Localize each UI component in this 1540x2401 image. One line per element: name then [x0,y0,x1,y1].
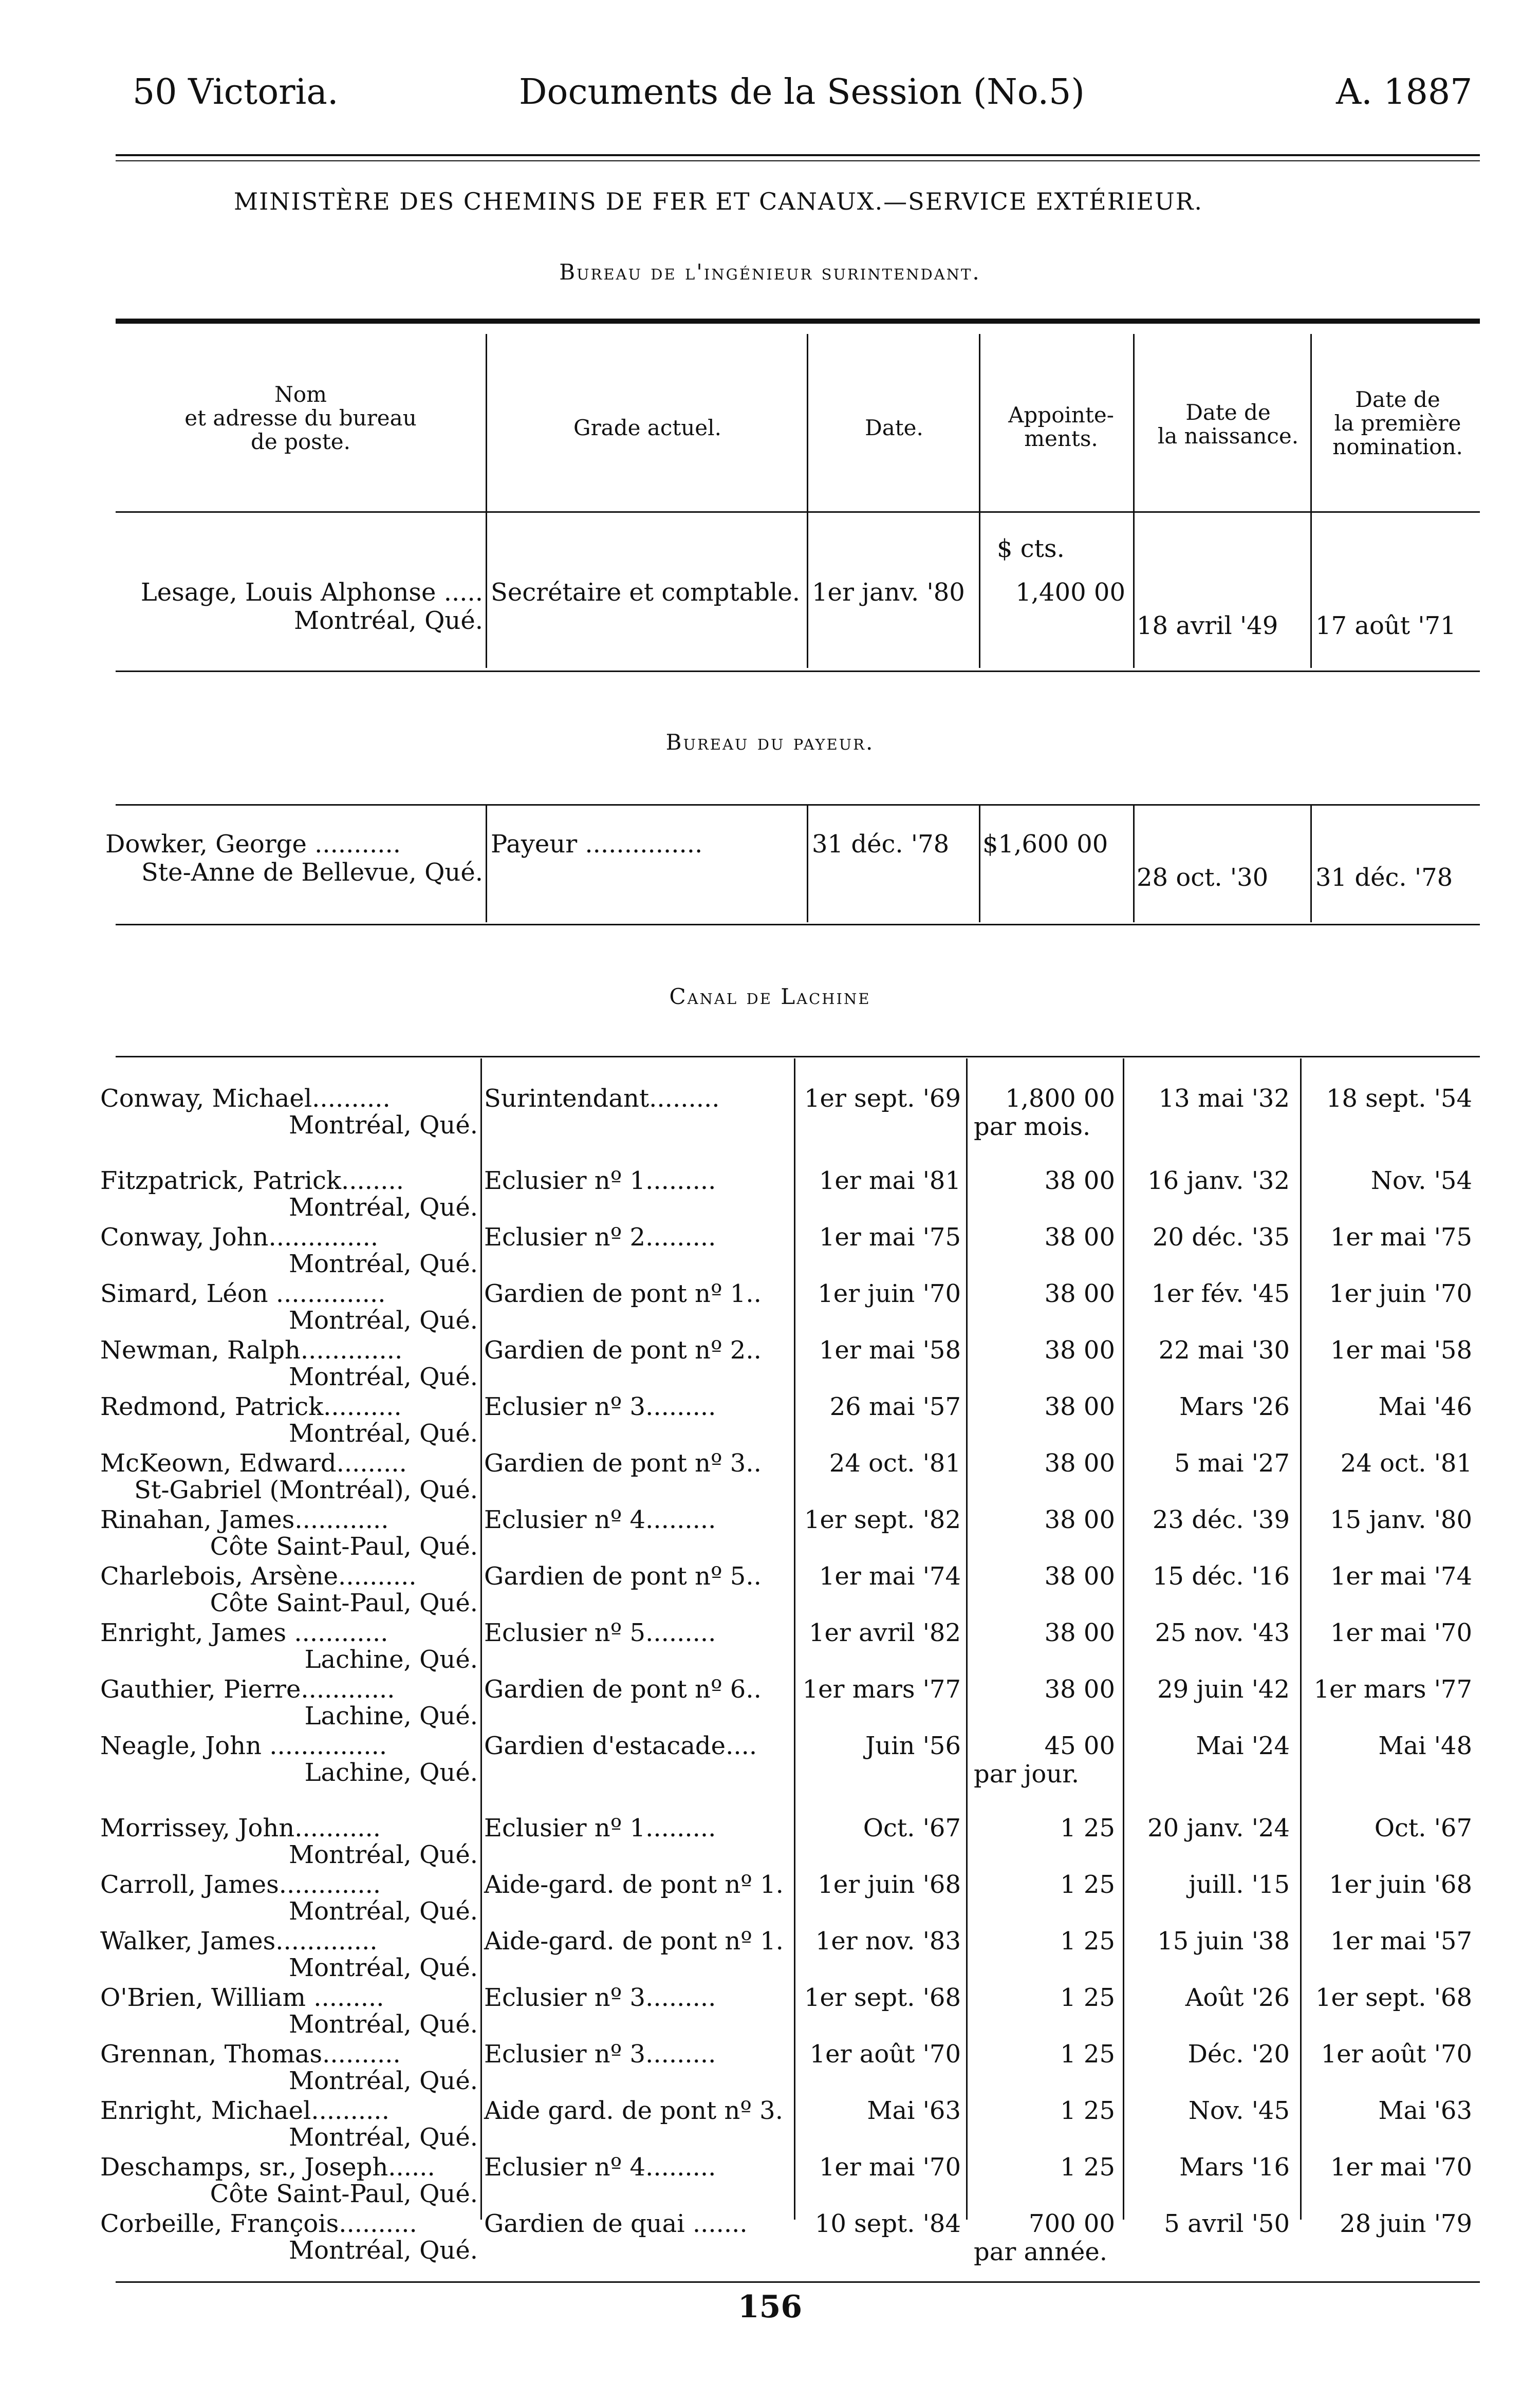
page-title: MINISTÈRE DES CHEMINS DE FER ET CANAUX.—SERVICE EXTÉRIEUR. [234,188,1203,215]
employee-birth: Mai '24 [1196,1732,1290,1760]
employee-salary: 1 25 [1060,1814,1115,1842]
employee-address: Montréal, Qué. [288,1953,478,1982]
employee-salary: 38 00 [1044,1562,1115,1591]
employee-birth: Mars '26 [1179,1392,1290,1421]
employee-name: Simard, Léon .............. [100,1279,386,1308]
employee-salary: $1,600 00 [982,830,1108,859]
employee-date: 1er janv. '80 [812,578,965,607]
employee-grade: Secrétaire et comptable. [491,578,801,607]
employee-grade: Gardien d'estacade.... [484,1732,757,1760]
employee-first-nomination: 1er juin '68 [1329,1870,1472,1899]
employee-address: Montréal, Qué. [288,1897,478,1926]
employee-name: Fitzpatrick, Patrick........ [100,1166,404,1195]
table-top-rule [116,319,1480,324]
employee-birth: 18 avril '49 [1137,611,1278,640]
header-left: 50 Victoria. [133,72,339,113]
employee-date: 1er sept. '68 [804,1983,961,2012]
employee-grade: Eclusier nº 3......... [484,2040,716,2069]
employee-address: Montréal, Qué. [288,1419,478,1448]
employee-first-nomination: 1er août '70 [1321,2040,1472,2069]
employee-salary: 38 00 [1044,1336,1115,1365]
employee-date: 1er mai '74 [819,1562,961,1591]
employee-grade: Aide gard. de pont nº 3. [484,2096,783,2125]
vrule [1133,804,1135,922]
employee-birth: 23 déc. '39 [1152,1505,1290,1534]
employee-name: Enright, Michael.......... [100,2096,389,2125]
vrule [480,1058,482,2220]
employee-address: Montréal, Qué. [288,1363,478,1391]
employee-address: Montréal, Qué. [288,1250,478,1278]
employee-first-nomination: 1er mai '70 [1330,2153,1472,2182]
col-date: Date. [865,415,923,440]
employee-address: Montréal, Qué. [288,2236,478,2265]
employee-birth: 5 avril '50 [1164,2209,1290,2238]
salary-note: par jour. [974,1760,1080,1789]
employee-date: 1er juin '70 [818,1279,961,1308]
employee-date: 1er mai '81 [819,1166,961,1195]
row-rule [116,924,1480,925]
employee-salary: 1 25 [1060,1927,1115,1956]
employee-date: 10 sept. '84 [814,2209,961,2238]
employee-salary: 1,800 00 [1005,1084,1115,1113]
employee-birth: juill. '15 [1189,1870,1290,1899]
employee-address: Lachine, Qué. [304,1702,478,1730]
col-salary: Appointe- ments. [1008,402,1114,451]
employee-birth: 16 janv. '32 [1147,1166,1290,1195]
employee-birth: 13 mai '32 [1158,1084,1290,1113]
employee-address: Côte Saint-Paul, Qué. [210,1532,478,1561]
employee-address: St-Gabriel (Montréal), Qué. [134,1476,478,1504]
employee-name: Charlebois, Arsène.......... [100,1562,417,1591]
vrule [979,804,980,922]
vrule [486,804,487,922]
employee-salary: 38 00 [1044,1449,1115,1478]
employee-name: Neagle, John ............... [100,1732,387,1760]
employee-first-nomination: 1er mai '58 [1330,1336,1472,1365]
employee-birth: Mars '16 [1179,2153,1290,2182]
page-number: 156 [737,2289,803,2325]
employee-name: Newman, Ralph............. [100,1336,403,1365]
employee-birth: 15 juin '38 [1157,1927,1290,1956]
employee-address: Côte Saint-Paul, Qué. [210,2180,478,2208]
employee-grade: Eclusier nº 4......... [484,2153,716,2182]
employee-salary: 1 25 [1060,2153,1115,2182]
employee-date: 31 déc. '78 [812,830,950,859]
employee-salary: 1 25 [1060,1983,1115,2012]
header-center: Documents de la Session (No.5) [519,72,1085,113]
employee-date: 1er sept. '82 [804,1505,961,1534]
employee-first-nomination: 1er mai '74 [1330,1562,1472,1591]
employee-salary: 1 25 [1060,1870,1115,1899]
employee-first-nomination: Mai '46 [1378,1392,1472,1421]
employee-first-nomination: 24 oct. '81 [1340,1449,1472,1478]
employee-address: Montréal, Qué. [288,1306,478,1335]
employee-salary: 38 00 [1044,1618,1115,1647]
col-birth: Date de la naissance. [1157,400,1299,449]
salary-note: par mois. [974,1112,1091,1141]
employee-birth: 5 mai '27 [1174,1449,1290,1478]
employee-birth: 28 oct. '30 [1137,863,1269,892]
employee-address: Montréal, Qué. [293,606,483,635]
employee-birth: Déc. '20 [1188,2040,1290,2069]
employee-grade: Gardien de pont nº 1.. [484,1279,762,1308]
vrule [1310,804,1312,922]
employee-salary: 38 00 [1044,1392,1115,1421]
employee-salary: 38 00 [1044,1505,1115,1534]
employee-date: 1er sept. '69 [804,1084,961,1113]
employee-name: Dowker, George ........... [105,830,401,859]
employee-grade: Payeur ............... [491,830,703,859]
section-title-canal: Canal de Lachine [669,984,871,1009]
employee-grade: Eclusier nº 4......... [484,1505,716,1534]
employee-grade: Gardien de pont nº 2.. [484,1336,762,1365]
employee-date: 1er mai '70 [819,2153,961,2182]
employee-salary: 38 00 [1044,1223,1115,1252]
vrule [486,334,487,668]
employee-address: Montréal, Qué. [288,2067,478,2095]
employee-salary: 45 00 [1044,1732,1115,1760]
employee-name: O'Brien, William ......... [100,1983,384,2012]
employee-first-nomination: 28 juin '79 [1340,2209,1472,2238]
employee-grade: Eclusier nº 5......... [484,1618,716,1647]
employee-address: Montréal, Qué. [288,2010,478,2039]
section-title-engineer: Bureau de l'ingénieur surintendant. [559,259,981,285]
employee-name: Redmond, Patrick.......... [100,1392,402,1421]
employee-grade: Eclusier nº 3......... [484,1983,716,2012]
employee-name: McKeown, Edward......... [100,1449,407,1478]
employee-first-nomination: Oct. '67 [1374,1814,1472,1842]
employee-address: Lachine, Qué. [304,1758,478,1787]
employee-grade: Surintendant......... [484,1084,720,1113]
employee-date: Oct. '67 [863,1814,961,1842]
employee-salary: 38 00 [1044,1166,1115,1195]
employee-salary: 1,400 00 [1015,578,1125,607]
employee-address: Lachine, Qué. [304,1645,478,1674]
employee-date: Juin '56 [865,1732,961,1760]
row-rule [116,671,1480,672]
employee-birth: 22 mai '30 [1158,1336,1290,1365]
employee-grade: Gardien de pont nº 6.. [484,1675,762,1704]
employee-birth: 29 juin '42 [1157,1675,1290,1704]
employee-birth: 20 déc. '35 [1152,1223,1290,1252]
employee-date: 1er nov. '83 [815,1927,961,1956]
employee-date: 1er mai '58 [819,1336,961,1365]
employee-date: 1er mai '75 [819,1223,961,1252]
employee-date: 24 oct. '81 [829,1449,961,1478]
vrule [979,334,980,668]
employee-birth: Nov. '45 [1188,2096,1290,2125]
employee-name: Morrissey, John........... [100,1814,381,1842]
employee-name: Carroll, James............. [100,1870,381,1899]
header-right: A. 1887 [1336,72,1473,113]
vrule [1133,334,1135,668]
vrule [1123,1058,1124,2220]
employee-salary: 38 00 [1044,1675,1115,1704]
employee-grade: Gardien de pont nº 3.. [484,1449,762,1478]
employee-name: Conway, Michael.......... [100,1084,391,1113]
employee-date: 26 mai '57 [829,1392,961,1421]
salary-note: par année. [974,2238,1108,2266]
employee-first-nomination: 18 sept. '54 [1326,1084,1472,1113]
employee-first-nomination: 1er mai '70 [1330,1618,1472,1647]
employee-salary: 700 00 [1029,2209,1115,2238]
employee-grade: Eclusier nº 1......... [484,1166,716,1195]
employee-birth: Août '26 [1185,1983,1290,2012]
section2-top-rule [116,804,1480,806]
employee-grade: Aide-gard. de pont nº 1. [484,1927,784,1956]
employee-salary: 1 25 [1060,2040,1115,2069]
employee-date: 1er mars '77 [802,1675,961,1704]
employee-date: Mai '63 [867,2096,961,2125]
vrule [1310,334,1312,668]
employee-address: Montréal, Qué. [288,1840,478,1869]
employee-first-nomination: 31 déc. '78 [1315,863,1453,892]
employee-grade: Aide-gard. de pont nº 1. [484,1870,784,1899]
vrule [807,804,808,922]
employee-first-nomination: 15 janv. '80 [1330,1505,1472,1534]
employee-grade: Gardien de quai ....... [484,2209,748,2238]
header-rule-2 [116,160,1480,161]
employee-first-nomination: 1er mai '75 [1330,1223,1472,1252]
header-rule-1 [116,154,1480,156]
employee-first-nomination: 1er mai '57 [1330,1927,1472,1956]
employee-grade: Eclusier nº 1......... [484,1814,716,1842]
employee-grade: Eclusier nº 2......... [484,1223,716,1252]
employee-first-nomination: Mai '63 [1378,2096,1472,2125]
employee-first-nomination: 17 août '71 [1315,611,1456,640]
employee-address: Montréal, Qué. [288,2123,478,2152]
employee-name: Corbeille, François.......... [100,2209,417,2238]
employee-salary: 1 25 [1060,2096,1115,2125]
employee-address: Côte Saint-Paul, Qué. [210,1589,478,1617]
employee-name: Deschamps, sr., Joseph...... [100,2153,435,2182]
col-grade: Grade actuel. [573,415,721,440]
employee-first-nomination: 1er juin '70 [1329,1279,1472,1308]
employee-name: Enright, James ............ [100,1618,388,1647]
employee-birth: 15 déc. '16 [1152,1562,1290,1591]
section3-top-rule [116,1056,1480,1057]
employee-birth: 20 janv. '24 [1147,1814,1290,1842]
col-first: Date de la première nomination. [1332,387,1463,459]
employee-name: Conway, John.............. [100,1223,379,1252]
employee-address: Ste-Anne de Bellevue, Qué. [141,858,483,887]
employee-salary: 38 00 [1044,1279,1115,1308]
col-name: Nom et adresse du bureau de poste. [184,382,417,454]
currency-header: $ cts. [997,534,1065,563]
employee-first-nomination: Mai '48 [1378,1732,1472,1760]
section-title-payer: Bureau du payeur. [665,730,875,755]
employee-date: 1er juin '68 [818,1870,961,1899]
employee-date: 1er avril '82 [808,1618,961,1647]
table-bottom-rule [116,2281,1480,2283]
employee-address: Montréal, Qué. [288,1111,478,1140]
employee-address: Montréal, Qué. [288,1193,478,1222]
vrule [794,1058,795,2220]
employee-birth: 25 nov. '43 [1155,1618,1290,1647]
employee-date: 1er août '70 [809,2040,961,2069]
employee-name: Gauthier, Pierre............ [100,1675,395,1704]
employee-grade: Eclusier nº 3......... [484,1392,716,1421]
employee-first-nomination: 1er mars '77 [1313,1675,1472,1704]
employee-first-nomination: 1er sept. '68 [1315,1983,1472,2012]
vrule [807,334,808,668]
employee-name: Walker, James............. [100,1927,378,1956]
employee-birth: 1er fév. '45 [1151,1279,1290,1308]
employee-name: Rinahan, James............ [100,1505,389,1534]
employee-grade: Gardien de pont nº 5.. [484,1562,762,1591]
employee-name: Lesage, Louis Alphonse ..... [140,578,483,607]
employee-first-nomination: Nov. '54 [1370,1166,1472,1195]
header-bottom-rule [116,511,1480,513]
vrule [1300,1058,1302,2220]
employee-name: Grennan, Thomas.......... [100,2040,401,2069]
